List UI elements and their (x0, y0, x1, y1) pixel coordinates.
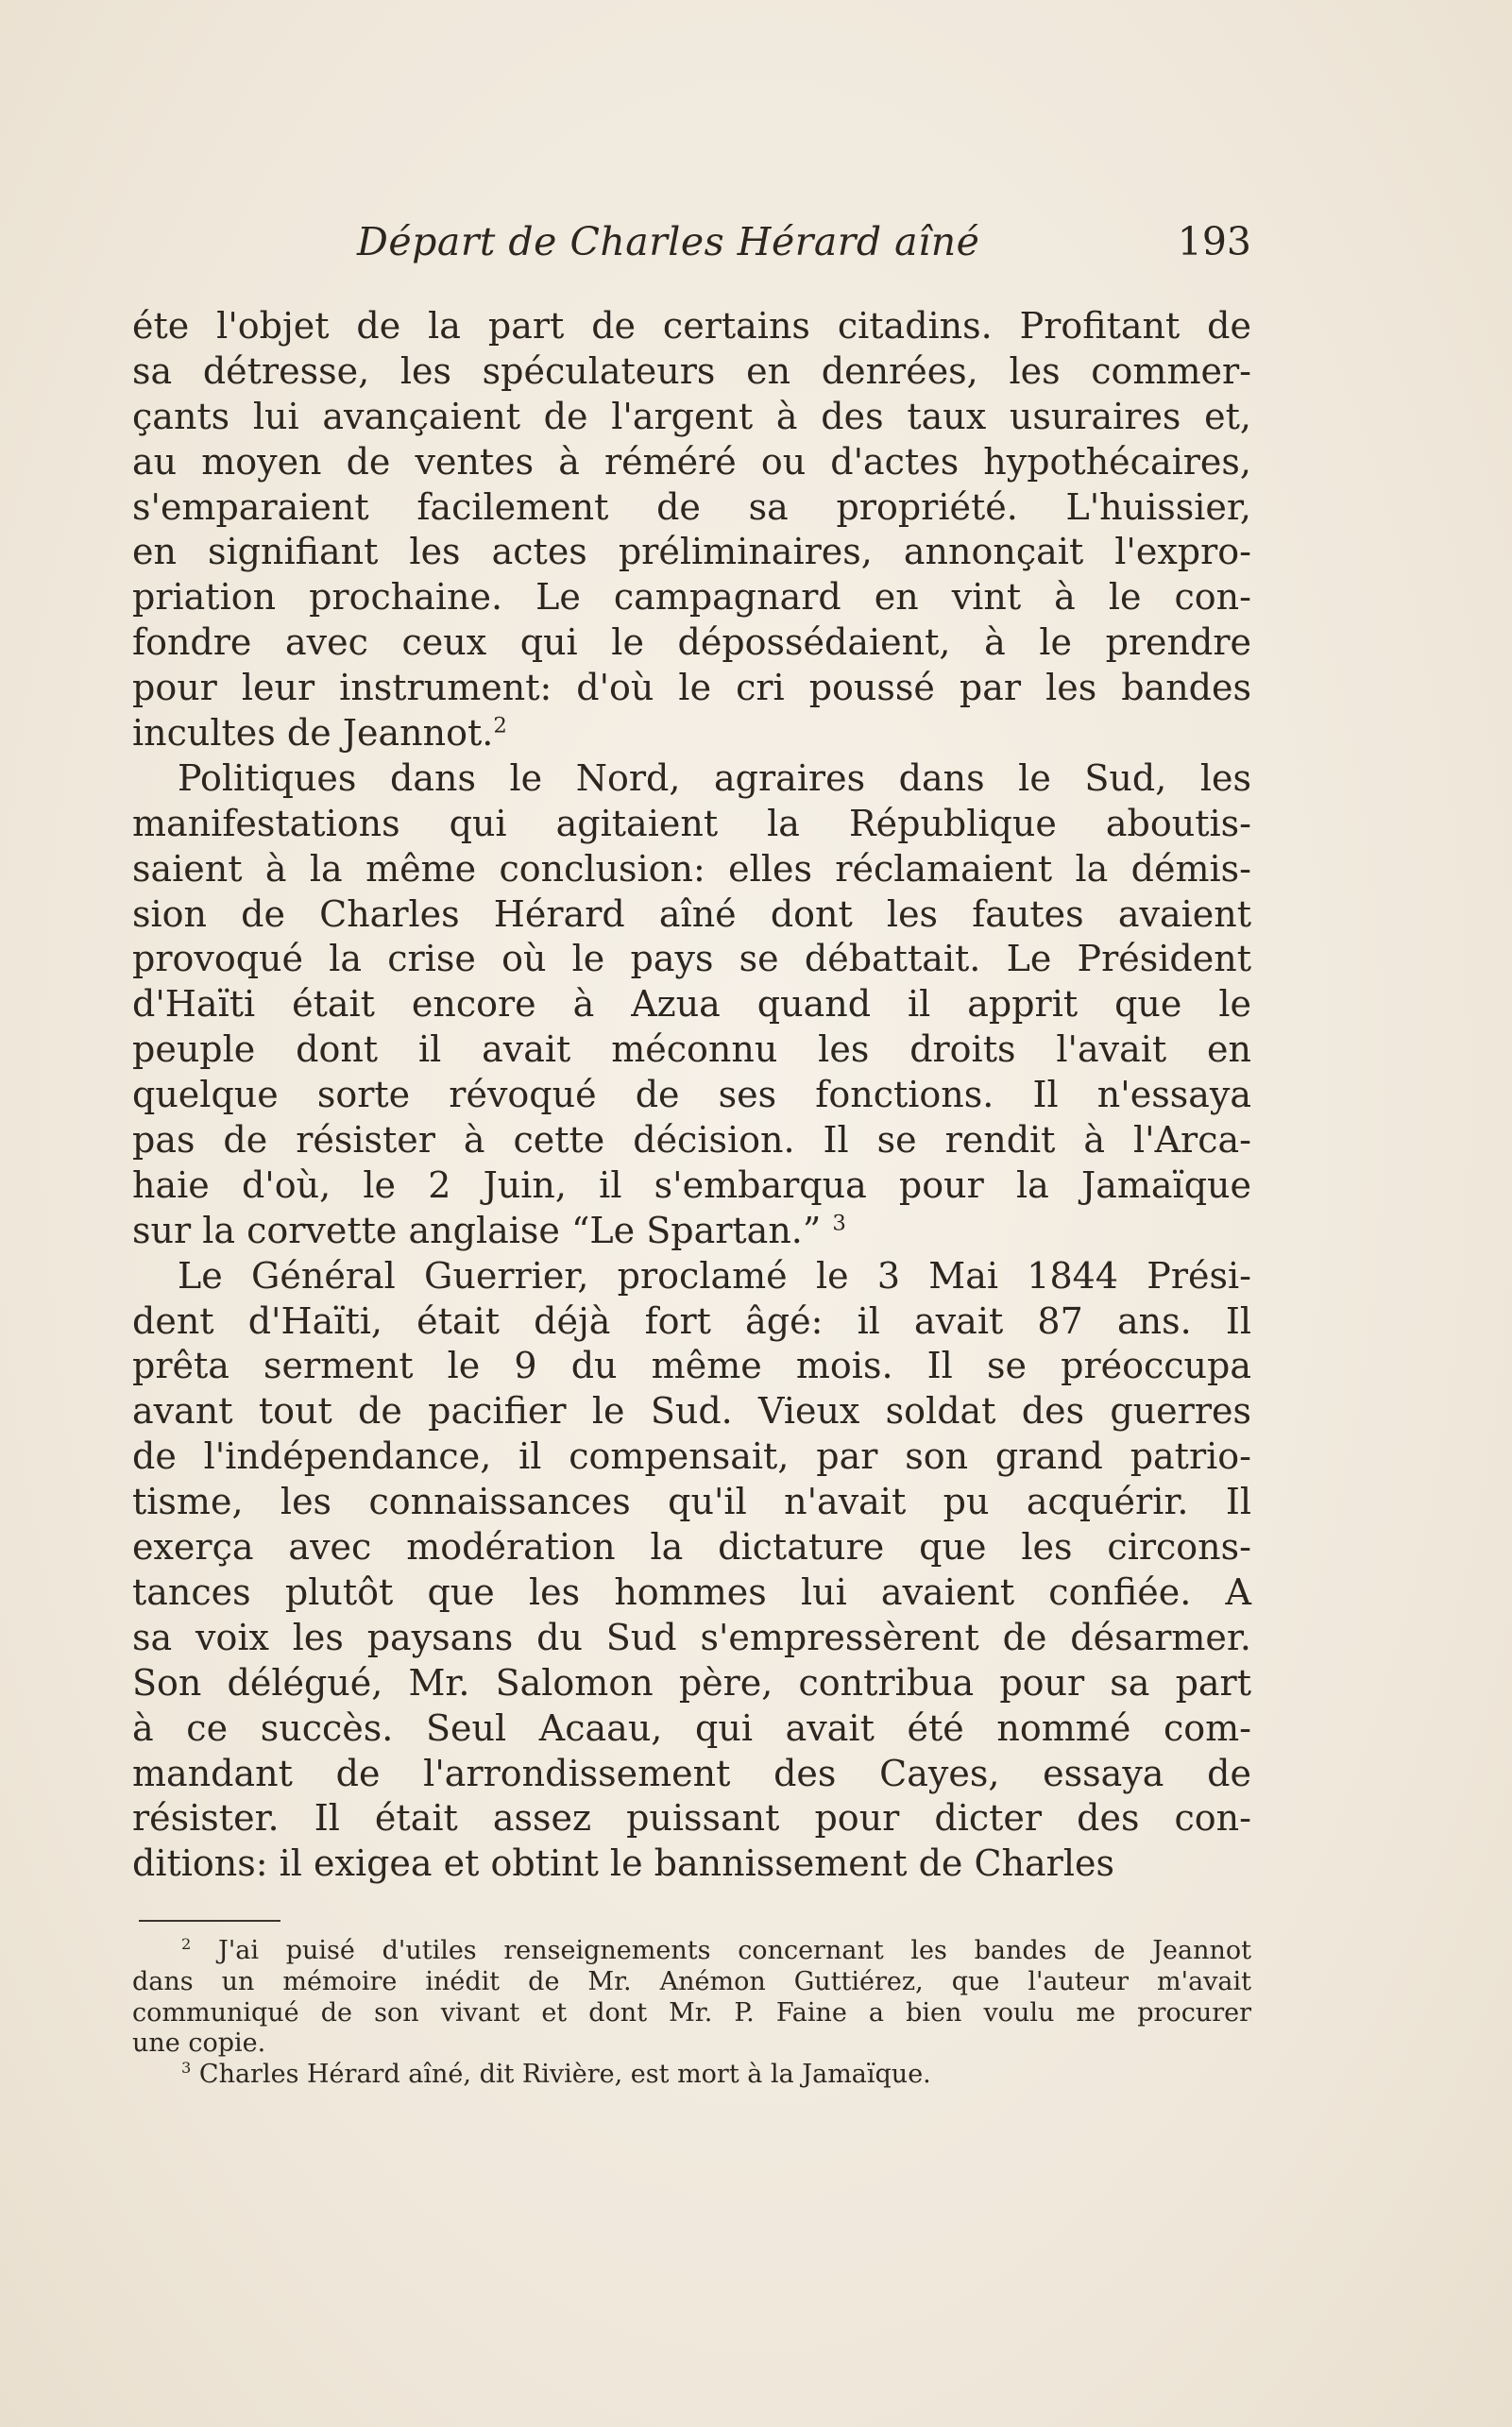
text-line: saient à la même conclusion: elles réclamaient la démis- (132, 847, 1251, 890)
page-number: 193 (1177, 219, 1251, 264)
text-line: à ce succès. Seul Acaau, qui avait été nommé com- (132, 1706, 1251, 1749)
page-header (132, 219, 1251, 276)
text-line-content: incultes de Jeannot. (132, 712, 494, 755)
text-line: Son délégué, Mr. Salomon père, contribua pour sa part (132, 1661, 1251, 1704)
text-line: quelque sorte révoqué de ses fonctions. Il n'essaya (132, 1074, 1251, 1116)
text-line: pour leur instrument: d'où le cri poussé par les bandes (132, 667, 1251, 709)
footnotes (132, 1936, 1251, 2091)
text-line: provoqué la crise où le pays se débattait. Le Président (132, 938, 1251, 980)
footnote-ref[interactable]: 3 (832, 1211, 846, 1236)
text-line: au moyen de ventes à réméré ou d'actes hypothécaires, (132, 440, 1251, 483)
footnote-divider (139, 1920, 280, 1922)
footnote-line (132, 2060, 1251, 2091)
text-line (132, 1209, 1251, 1254)
text-line: en signifiant les actes préliminaires, annonçait l'expro- (132, 531, 1251, 573)
footnote-text: J'ai puisé d'utiles renseignements concernant les bandes de Jeannot (218, 1936, 1251, 1965)
footnote-ref[interactable]: 2 (493, 713, 507, 738)
text-line: sa détresse, les spéculateurs en denrées, les commer- (132, 349, 1251, 392)
running-title: Départ de Charles Hérard aîné (357, 219, 980, 264)
footnote-line: une copie. (132, 2028, 266, 2059)
text-line: peuple dont il avait méconnu les droits l'avait en (132, 1028, 1251, 1071)
text-line: fondre avec ceux qui le dépossédaient, à le prendre (132, 621, 1251, 664)
text-line-content: sur la corvette anglaise “Le Spartan.” (132, 1209, 822, 1251)
footnote-text: Charles Hérard aîné, dit Rivière, est mort à la Jamaïque. (198, 2060, 931, 2090)
text-line: dent d'Haïti, était déjà fort âgé: il avait 87 ans. Il (132, 1299, 1251, 1342)
text-line: manifestations qui agitaient la République aboutis- (132, 802, 1251, 844)
text-line: mandant de l'arrondissement des Cayes, essaya de (132, 1752, 1251, 1794)
text-line: résister. Il était assez puissant pour dicter des con- (132, 1797, 1251, 1840)
text-line: priation prochaine. Le campagnard en vint à le con- (132, 576, 1251, 619)
text-line: çants lui avançaient de l'argent à des taux usuraires et, (132, 395, 1251, 437)
footnote-line: communiqué de son vivant et dont Mr. P. Faine a bien voulu me procurer (132, 1997, 1251, 2028)
text-line: avant tout de pacifier le Sud. Vieux soldat des guerres (132, 1390, 1251, 1433)
body-text (132, 304, 1251, 1887)
footnote-line: dans un mémoire inédit de Mr. Anémon Guttiérez, que l'auteur m'avait (132, 1966, 1251, 1996)
footnote-marker: 3 (181, 2059, 192, 2078)
text-line: sion de Charles Hérard aîné dont les fautes avaient (132, 892, 1251, 935)
text-line: d'Haïti était encore à Azua quand il apprit que le (132, 983, 1251, 1026)
text-line: tisme, les connaissances qu'il n'avait pu acquérir. Il (132, 1481, 1251, 1523)
text-line: Le Général Guerrier, proclamé le 3 Mai 1844 Prési- (178, 1254, 1251, 1297)
text-line: éte l'objet de la part de certains citadins. Profitant de (132, 305, 1251, 347)
text-line: pas de résister à cette décision. Il se rendit à l'Arca- (132, 1119, 1251, 1162)
text-line: sa voix les paysans du Sud s'empressèrent de désarmer. (132, 1616, 1251, 1658)
text-line: tances plutôt que les hommes lui avaient confiée. A (132, 1570, 1251, 1613)
text-line: exerça avec modération la dictature que les circons- (132, 1526, 1251, 1569)
text-line: prêta serment le 9 du même mois. Il se préoccupa (132, 1345, 1251, 1387)
text-line: Politiques dans le Nord, agraires dans le Sud, les (178, 756, 1251, 799)
footnote-line (132, 1936, 1251, 1967)
text-line: haie d'où, le 2 Juin, il s'embarqua pour la Jamaïque (132, 1163, 1251, 1206)
text-line (132, 711, 1251, 756)
text-line: de l'indépendance, il compensait, par son grand patrio- (132, 1435, 1251, 1478)
text-line: ditions: il exigea et obtint le bannissement de Charles (132, 1842, 1114, 1885)
text-line: s'emparaient facilement de sa propriété. L'huissier, (132, 485, 1251, 528)
footnote-marker: 2 (181, 1935, 192, 1953)
